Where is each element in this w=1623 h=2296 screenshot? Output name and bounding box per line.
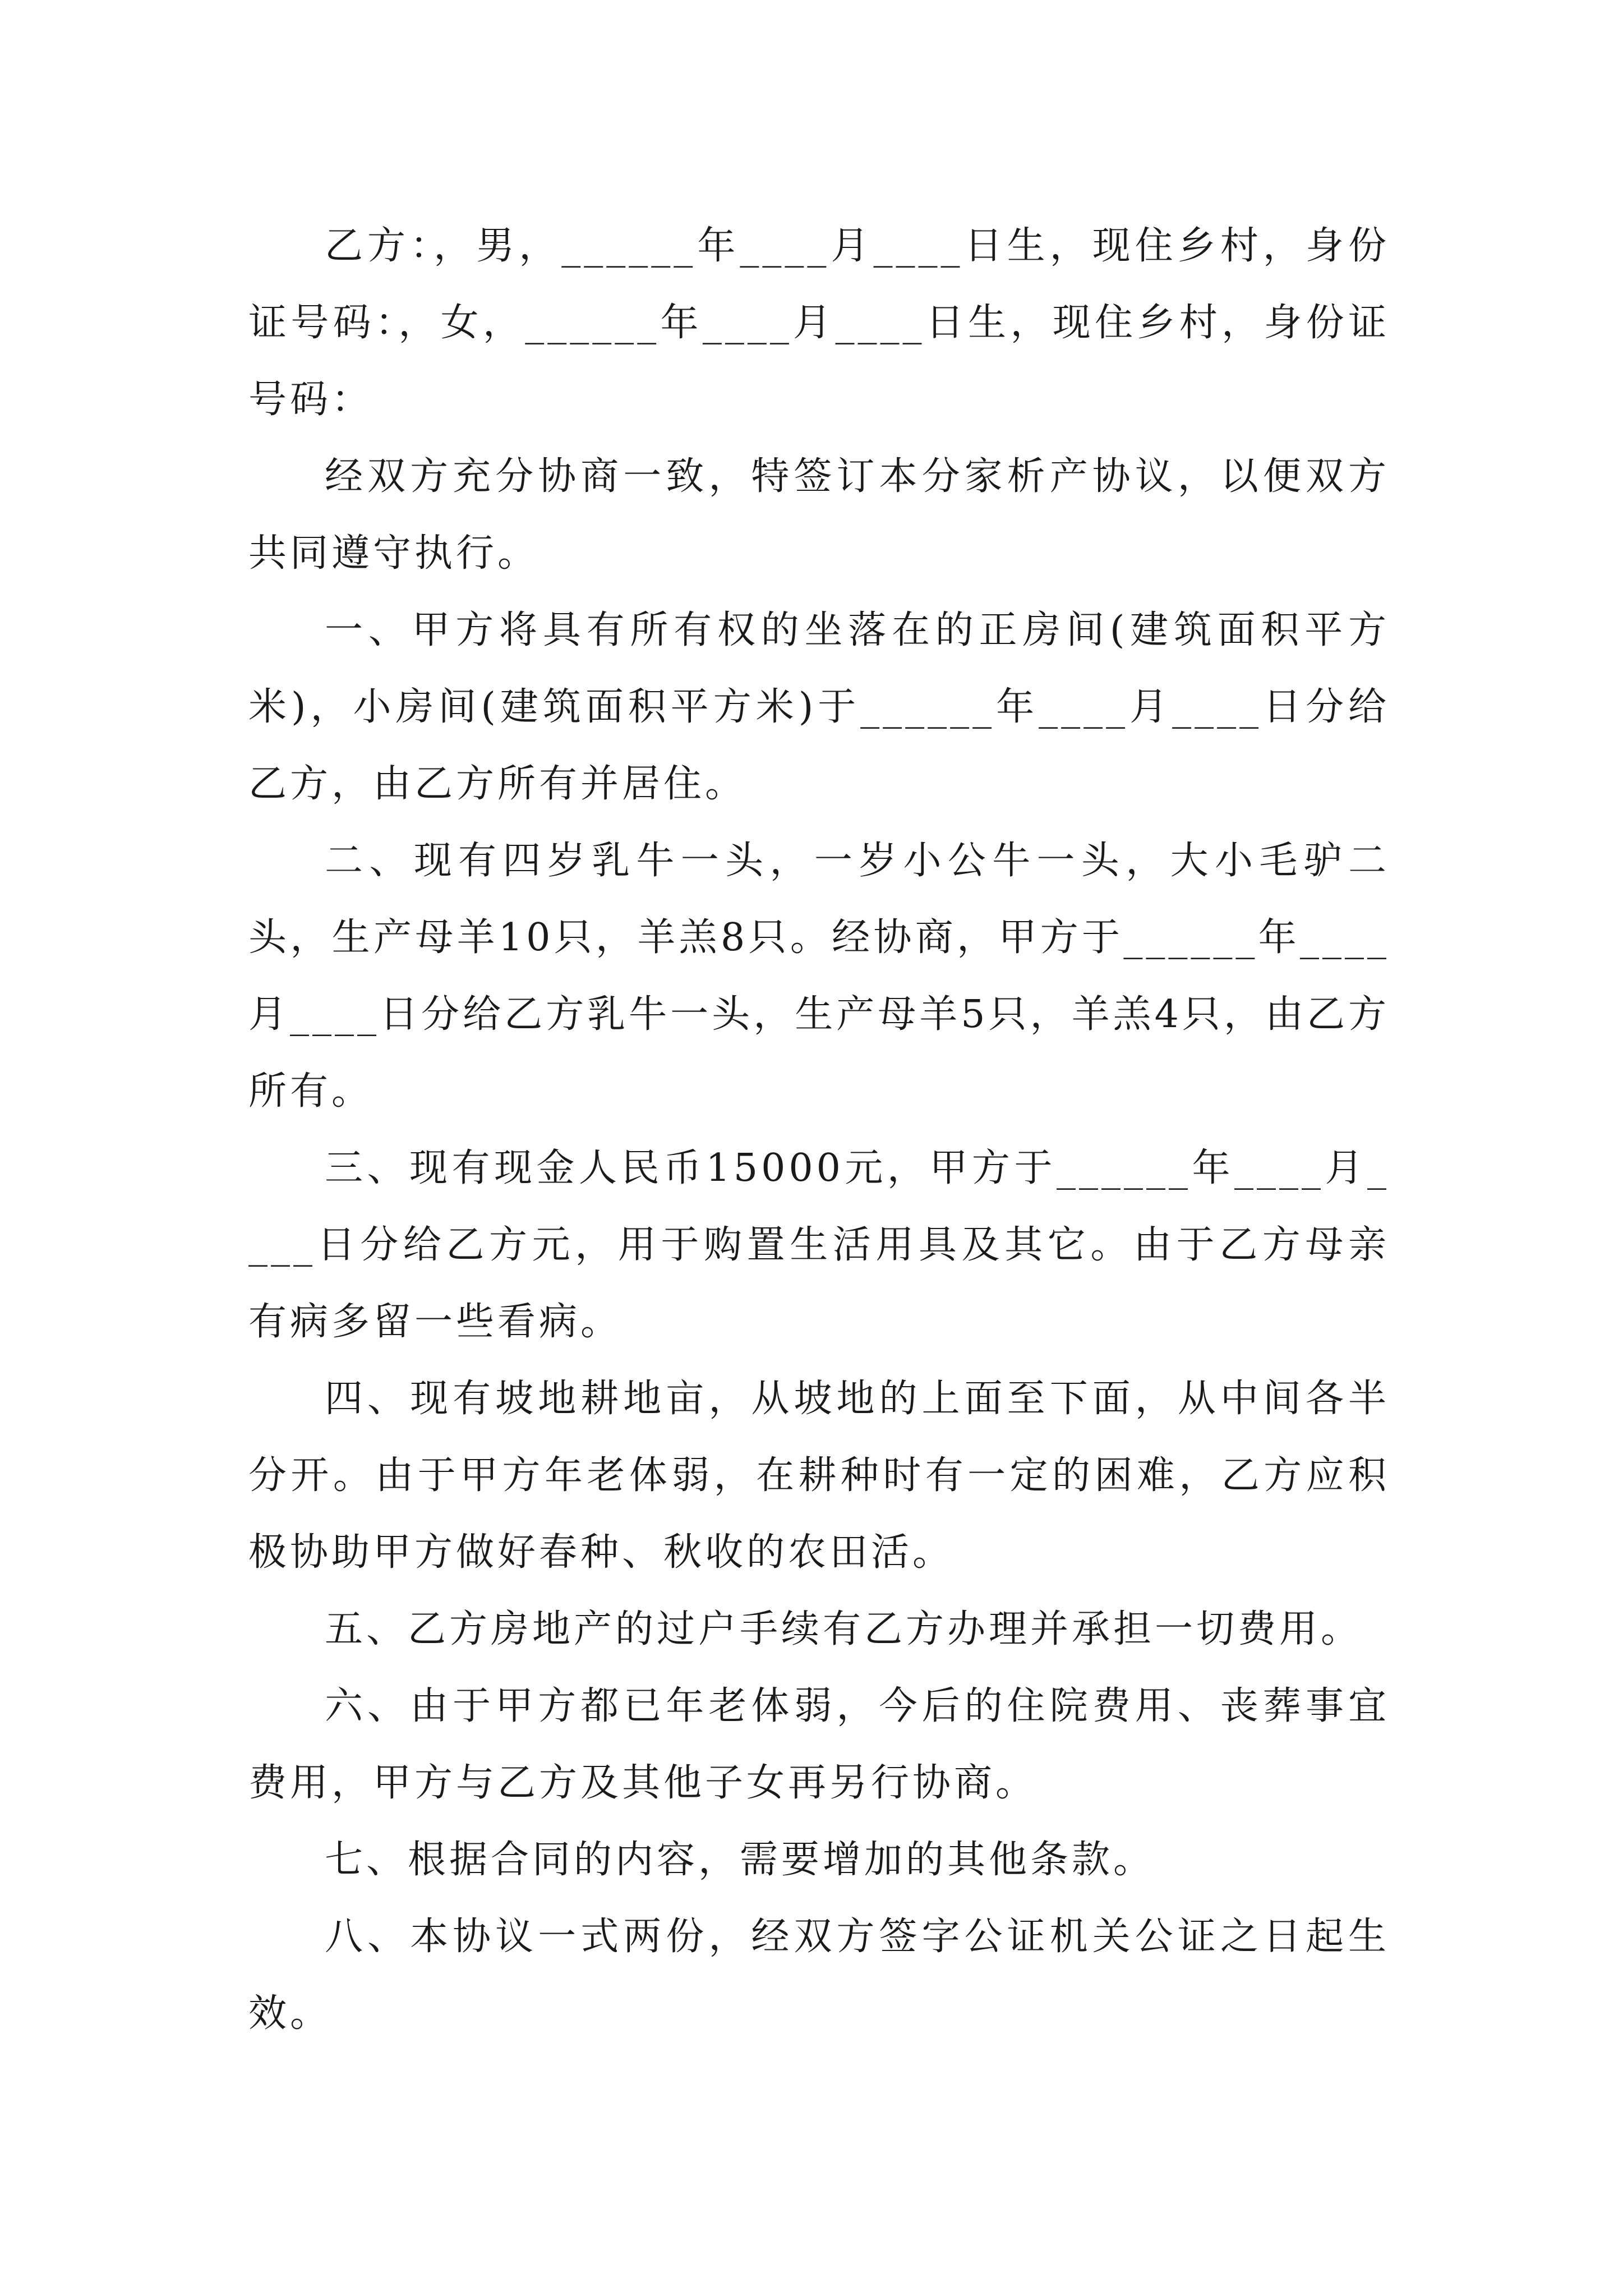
party-b-info-paragraph: 乙方：，男，______年____月____日生，现住乡村，身份证号码：，女，______年____月____日生，现住乡村，身份证号码： (248, 224, 1390, 422)
clause-5-paragraph: 五、乙方房地产的过户手续有乙方办理并承担一切费用。 (325, 1607, 1363, 1651)
clause-2-paragraph: 二、现有四岁乳牛一头，一岁小公牛一头，大小毛驴二头，生产母羊10只，羊羔8只。经协商，甲方于______年____月____日分给乙方乳牛一头，生产母羊5只，羊羔4只，由乙方所有。 (248, 839, 1390, 1114)
agreement-intro-paragraph: 经双方充分协商一致，特签订本分家析产协议，以便双方共同遵守执行。 (248, 454, 1390, 576)
clause-3-paragraph: 三、现有现金人民币15000元，甲方于______年____月____日分给乙方元，用于购置生活用具及其它。由于乙方母亲有病多留一些看病。 (248, 1146, 1390, 1344)
document-body (248, 208, 1390, 2052)
clause-6-paragraph: 六、由于甲方都已年老体弱，今后的住院费用、丧葬事宜费用，甲方与乙方及其他子女再另行协商。 (248, 1684, 1390, 1805)
clause-4-paragraph: 四、现有坡地耕地亩，从坡地的上面至下面，从中间各半分开。由于甲方年老体弱，在耕种时有一定的困难，乙方应积极协助甲方做好春种、秋收的农田活。 (248, 1377, 1390, 1575)
clause-7-paragraph: 七、根据合同的内容，需要增加的其他条款。 (325, 1838, 1155, 1882)
clause-1-paragraph: 一、甲方将具有所有权的坐落在的正房间(建筑面积平方米)，小房间(建筑面积平方米)于______年____月____日分给乙方，由乙方所有并居住。 (248, 608, 1390, 806)
clause-8-paragraph: 八、本协议一式两份，经双方签字公证机关公证之日起生效。 (248, 1915, 1390, 2036)
